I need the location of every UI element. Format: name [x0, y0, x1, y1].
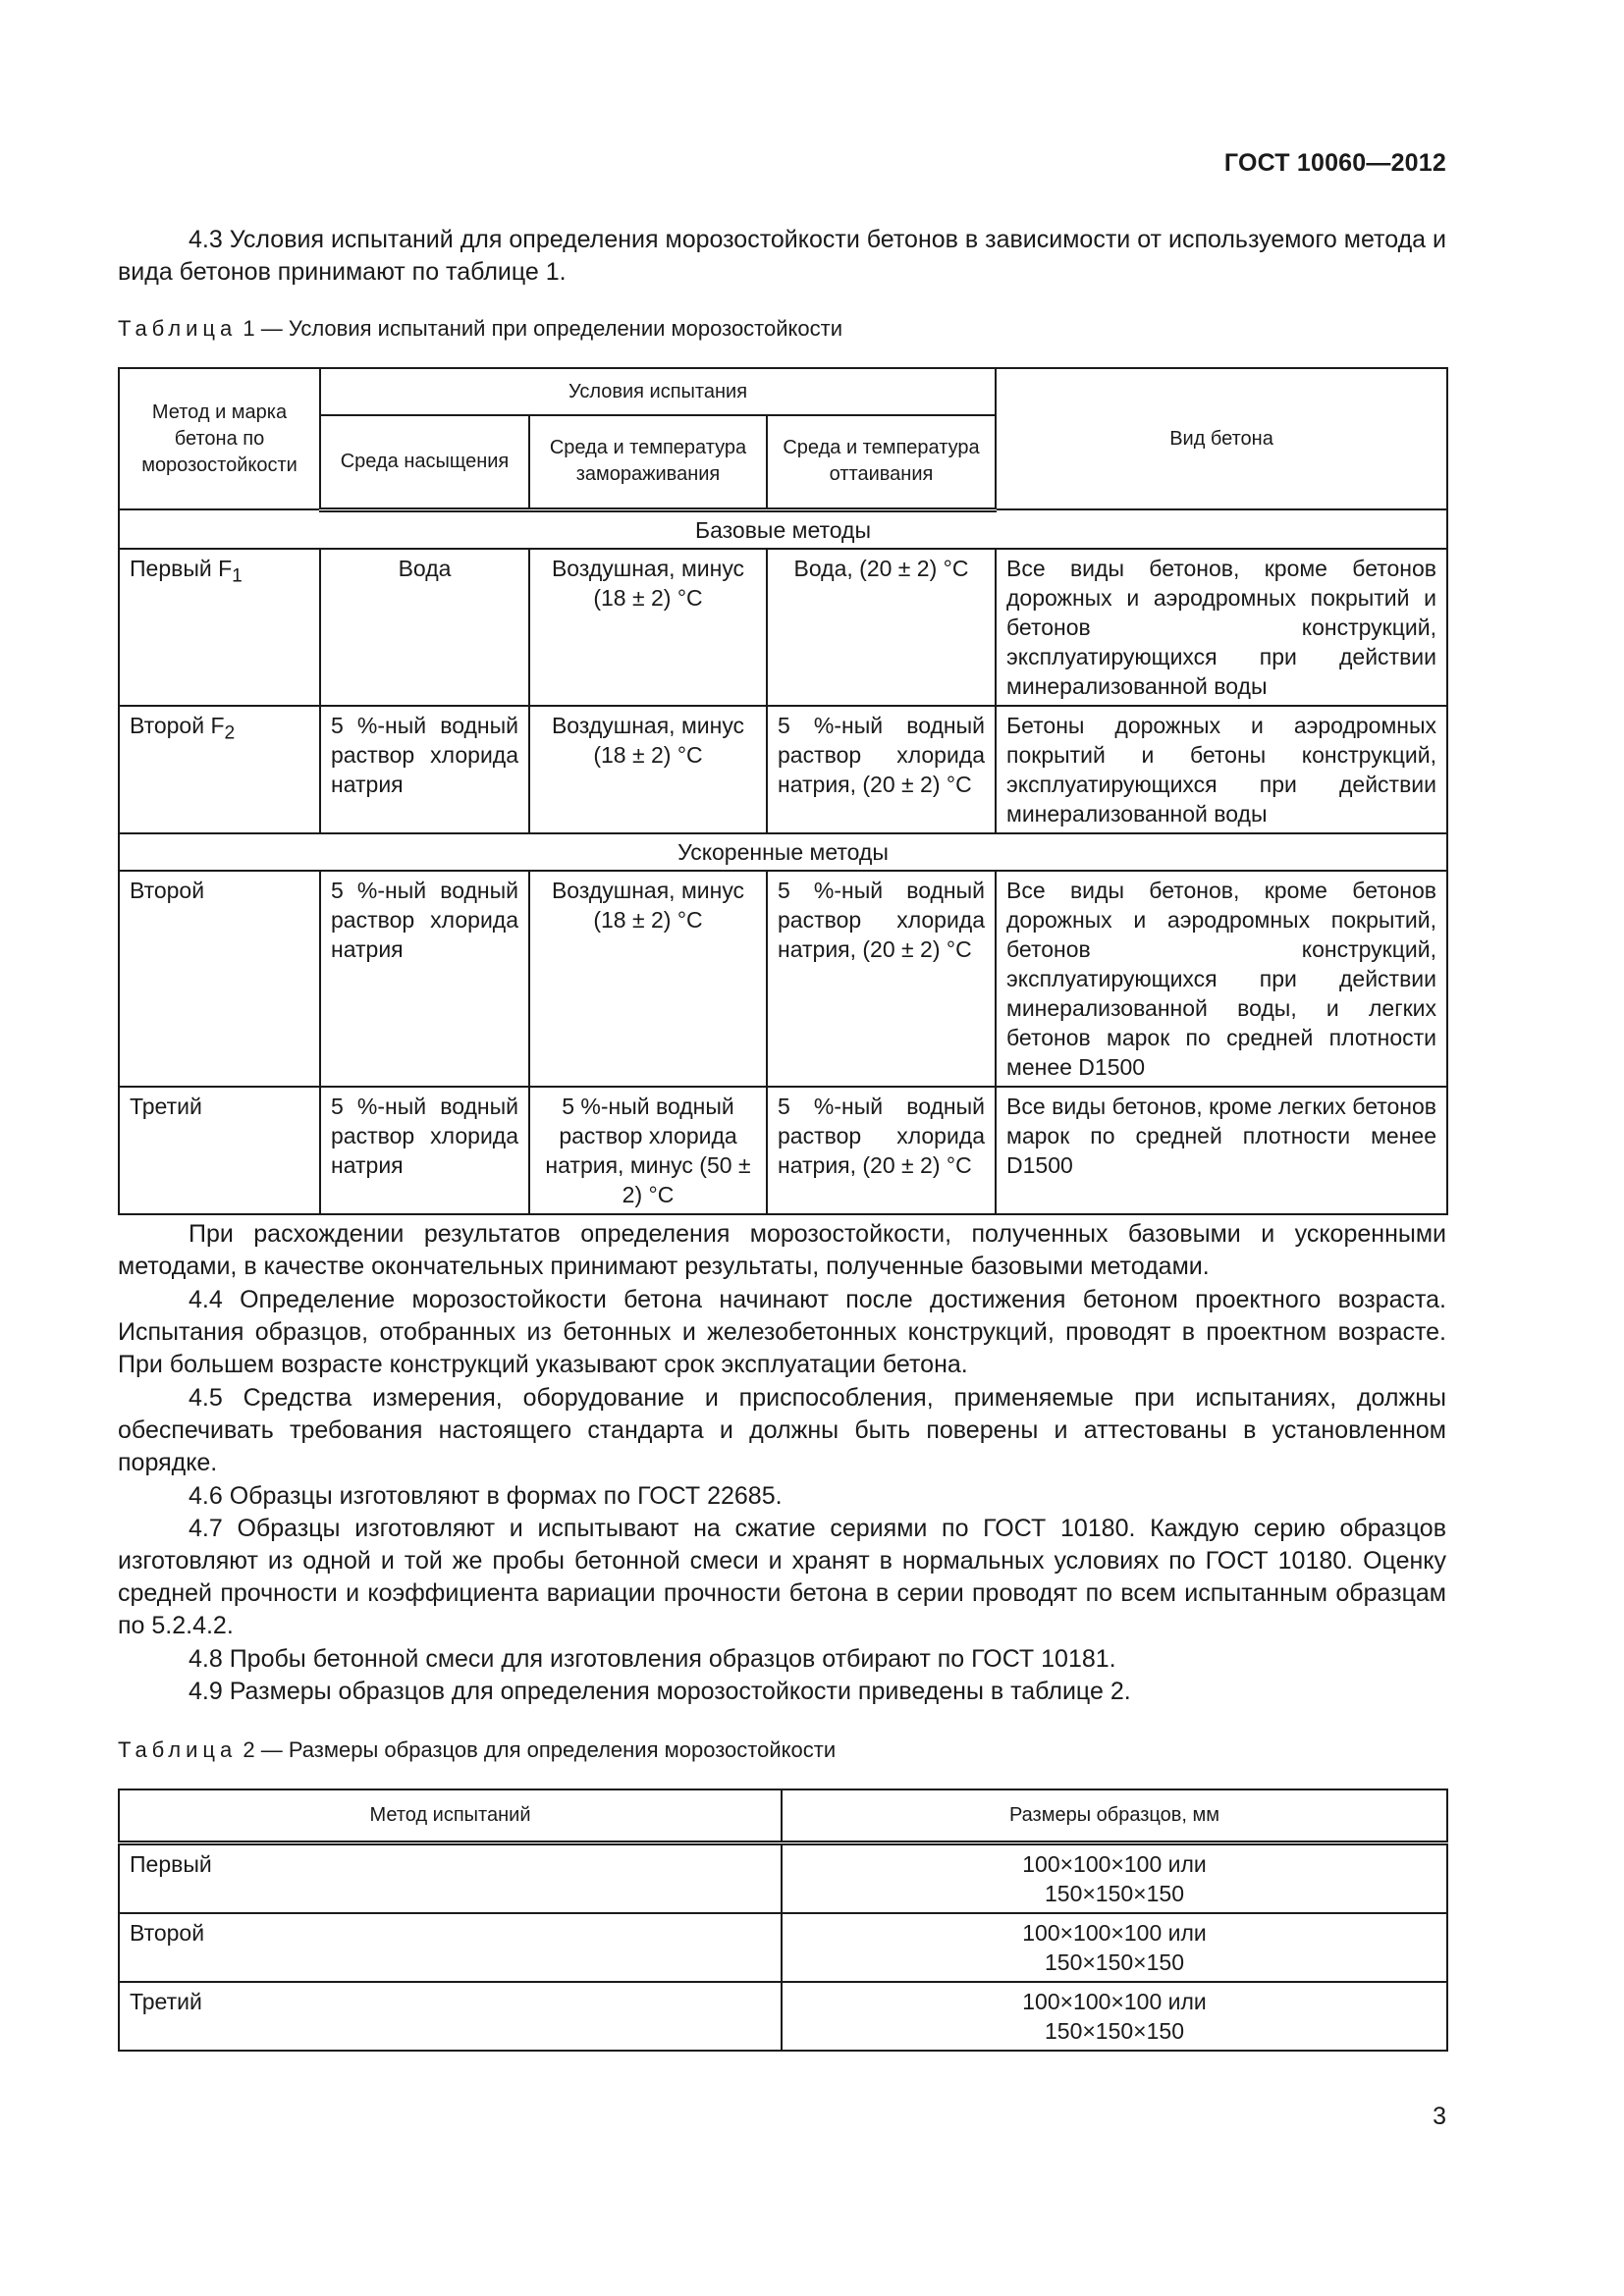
- paragraph-4-8: 4.8 Пробы бетонной смеси для изготовления образцов отбирают по ГОСТ 10181.: [189, 1645, 1116, 1673]
- table-row: Второй 5 %-ный водный раствор хлорида натрия Воздушная, минус (18 ± 2) °С 5 %-ный водный раствор хлорида натрия, (20 ± 2) °С Все виды бетонов, кроме бетонов дорожных и аэродромных покрытий, бетонов конструкций, эксплуатирующихся при действии минерализованной воды, и легких бетонов марок по средней плотности менее D1500: [119, 871, 1447, 1087]
- table1-caption: Таблица 1 — Условия испытаний при определении морозостойкости: [118, 316, 843, 341]
- document-id: ГОСТ 10060—2012: [1223, 149, 1446, 177]
- table-row: Третий 100×100×100 или 150×150×150: [119, 1982, 1447, 2051]
- table-row: Второй 100×100×100 или 150×150×150: [119, 1913, 1447, 1982]
- col-header-saturation: Среда насыщения: [320, 415, 529, 509]
- table-sample-sizes: [118, 1789, 1448, 2052]
- table-row: Первый 100×100×100 или 150×150×150: [119, 1843, 1447, 1914]
- col-header-freezing: Среда и температура замораживания: [529, 415, 767, 509]
- section-accelerated-methods: Ускоренные методы: [119, 833, 1447, 871]
- paragraph-4-4: 4.4 Определение морозостойкости бетона начинают после достижения бетоном проектного возраста. Испытания образцов, отобранных из бетонных и железобетонных конструкций, проводят в проектном возрасте. При большем возрасте конструкций указывают срок эксплуатации бетона.: [118, 1286, 1446, 1378]
- table-row: Третий 5 %-ный водный раствор хлорида натрия 5 %-ный водный раствор хлорида натрия, минус (50 ± 2) °С 5 %-ный водный раствор хлорида натрия, (20 ± 2) °С Все виды бетонов, кроме легких бетонов марок по средней плотности менее D1500: [119, 1087, 1447, 1214]
- paragraph-4-7: 4.7 Образцы изготовляют и испытывают на сжатие сериями по ГОСТ 10180. Каждую серию образцов изготовляют из одной и той же пробы бетонной смеси и хранят в нормальных условиях по ГОСТ 10180. Оценку средней прочности и коэффициента вариации прочности бетона в серии проводят по всем испытанным образцам по 5.2.4.2.: [118, 1515, 1446, 1639]
- page-number: 3: [1433, 2103, 1446, 2130]
- col-header-sample-size: Размеры образцов, мм: [782, 1789, 1447, 1843]
- paragraph-4-9: 4.9 Размеры образцов для определения морозостойкости приведены в таблице 2.: [189, 1678, 1131, 1705]
- col-header-conditions: Условия испытания: [320, 368, 996, 415]
- paragraph-4-3: 4.3 Условия испытаний для определения морозостойкости бетонов в зависимости от используемого метода и вида бетонов принимают по таблице 1.: [118, 226, 1446, 286]
- paragraph-4-6: 4.6 Образцы изготовляют в формах по ГОСТ 22685.: [189, 1482, 783, 1510]
- table-test-conditions: [118, 367, 1448, 1215]
- col-header-thawing: Среда и температура оттаивания: [767, 415, 996, 509]
- table-row: Второй $F_2$ 5 %-ный водный раствор хлорида натрия Воздушная, минус (18 ± 2) °С 5 %-ный водный раствор хлорида натрия, (20 ± 2) °С Бетоны дорожных и аэродромных покрытий и бетоны конструкций, эксплуатирующихся при действии минерализованной воды: [119, 706, 1447, 833]
- col-header-method: Метод и марка бетона по морозостойкости: [119, 368, 320, 509]
- paragraph-discrepancy: При расхождении результатов определения морозостойкости, полученных базовыми и ускоренными методами, в качестве окончательных принимают результаты, полученные базовыми методами.: [118, 1220, 1446, 1280]
- col-header-test-method: Метод испытаний: [119, 1789, 782, 1843]
- table2-caption: Таблица 2 — Размеры образцов для определения морозостойкости: [118, 1737, 837, 1762]
- section-basic-methods: Базовые методы: [119, 509, 1447, 549]
- col-header-concrete-type: Вид бетона: [996, 368, 1447, 509]
- paragraph-4-5: 4.5 Средства измерения, оборудование и приспособления, применяемые при испытаниях, должны обеспечивать требования настоящего стандарта и должны быть поверены и аттестованы в установленном порядке.: [118, 1384, 1446, 1476]
- table-row: Первый $F_1$ Вода Воздушная, минус (18 ± 2) °С Вода, (20 ± 2) °С Все виды бетонов, кроме бетонов дорожных и аэродромных покрытий и бетонов конструкций, эксплуатирующихся при действии минерализованной воды: [119, 549, 1447, 706]
